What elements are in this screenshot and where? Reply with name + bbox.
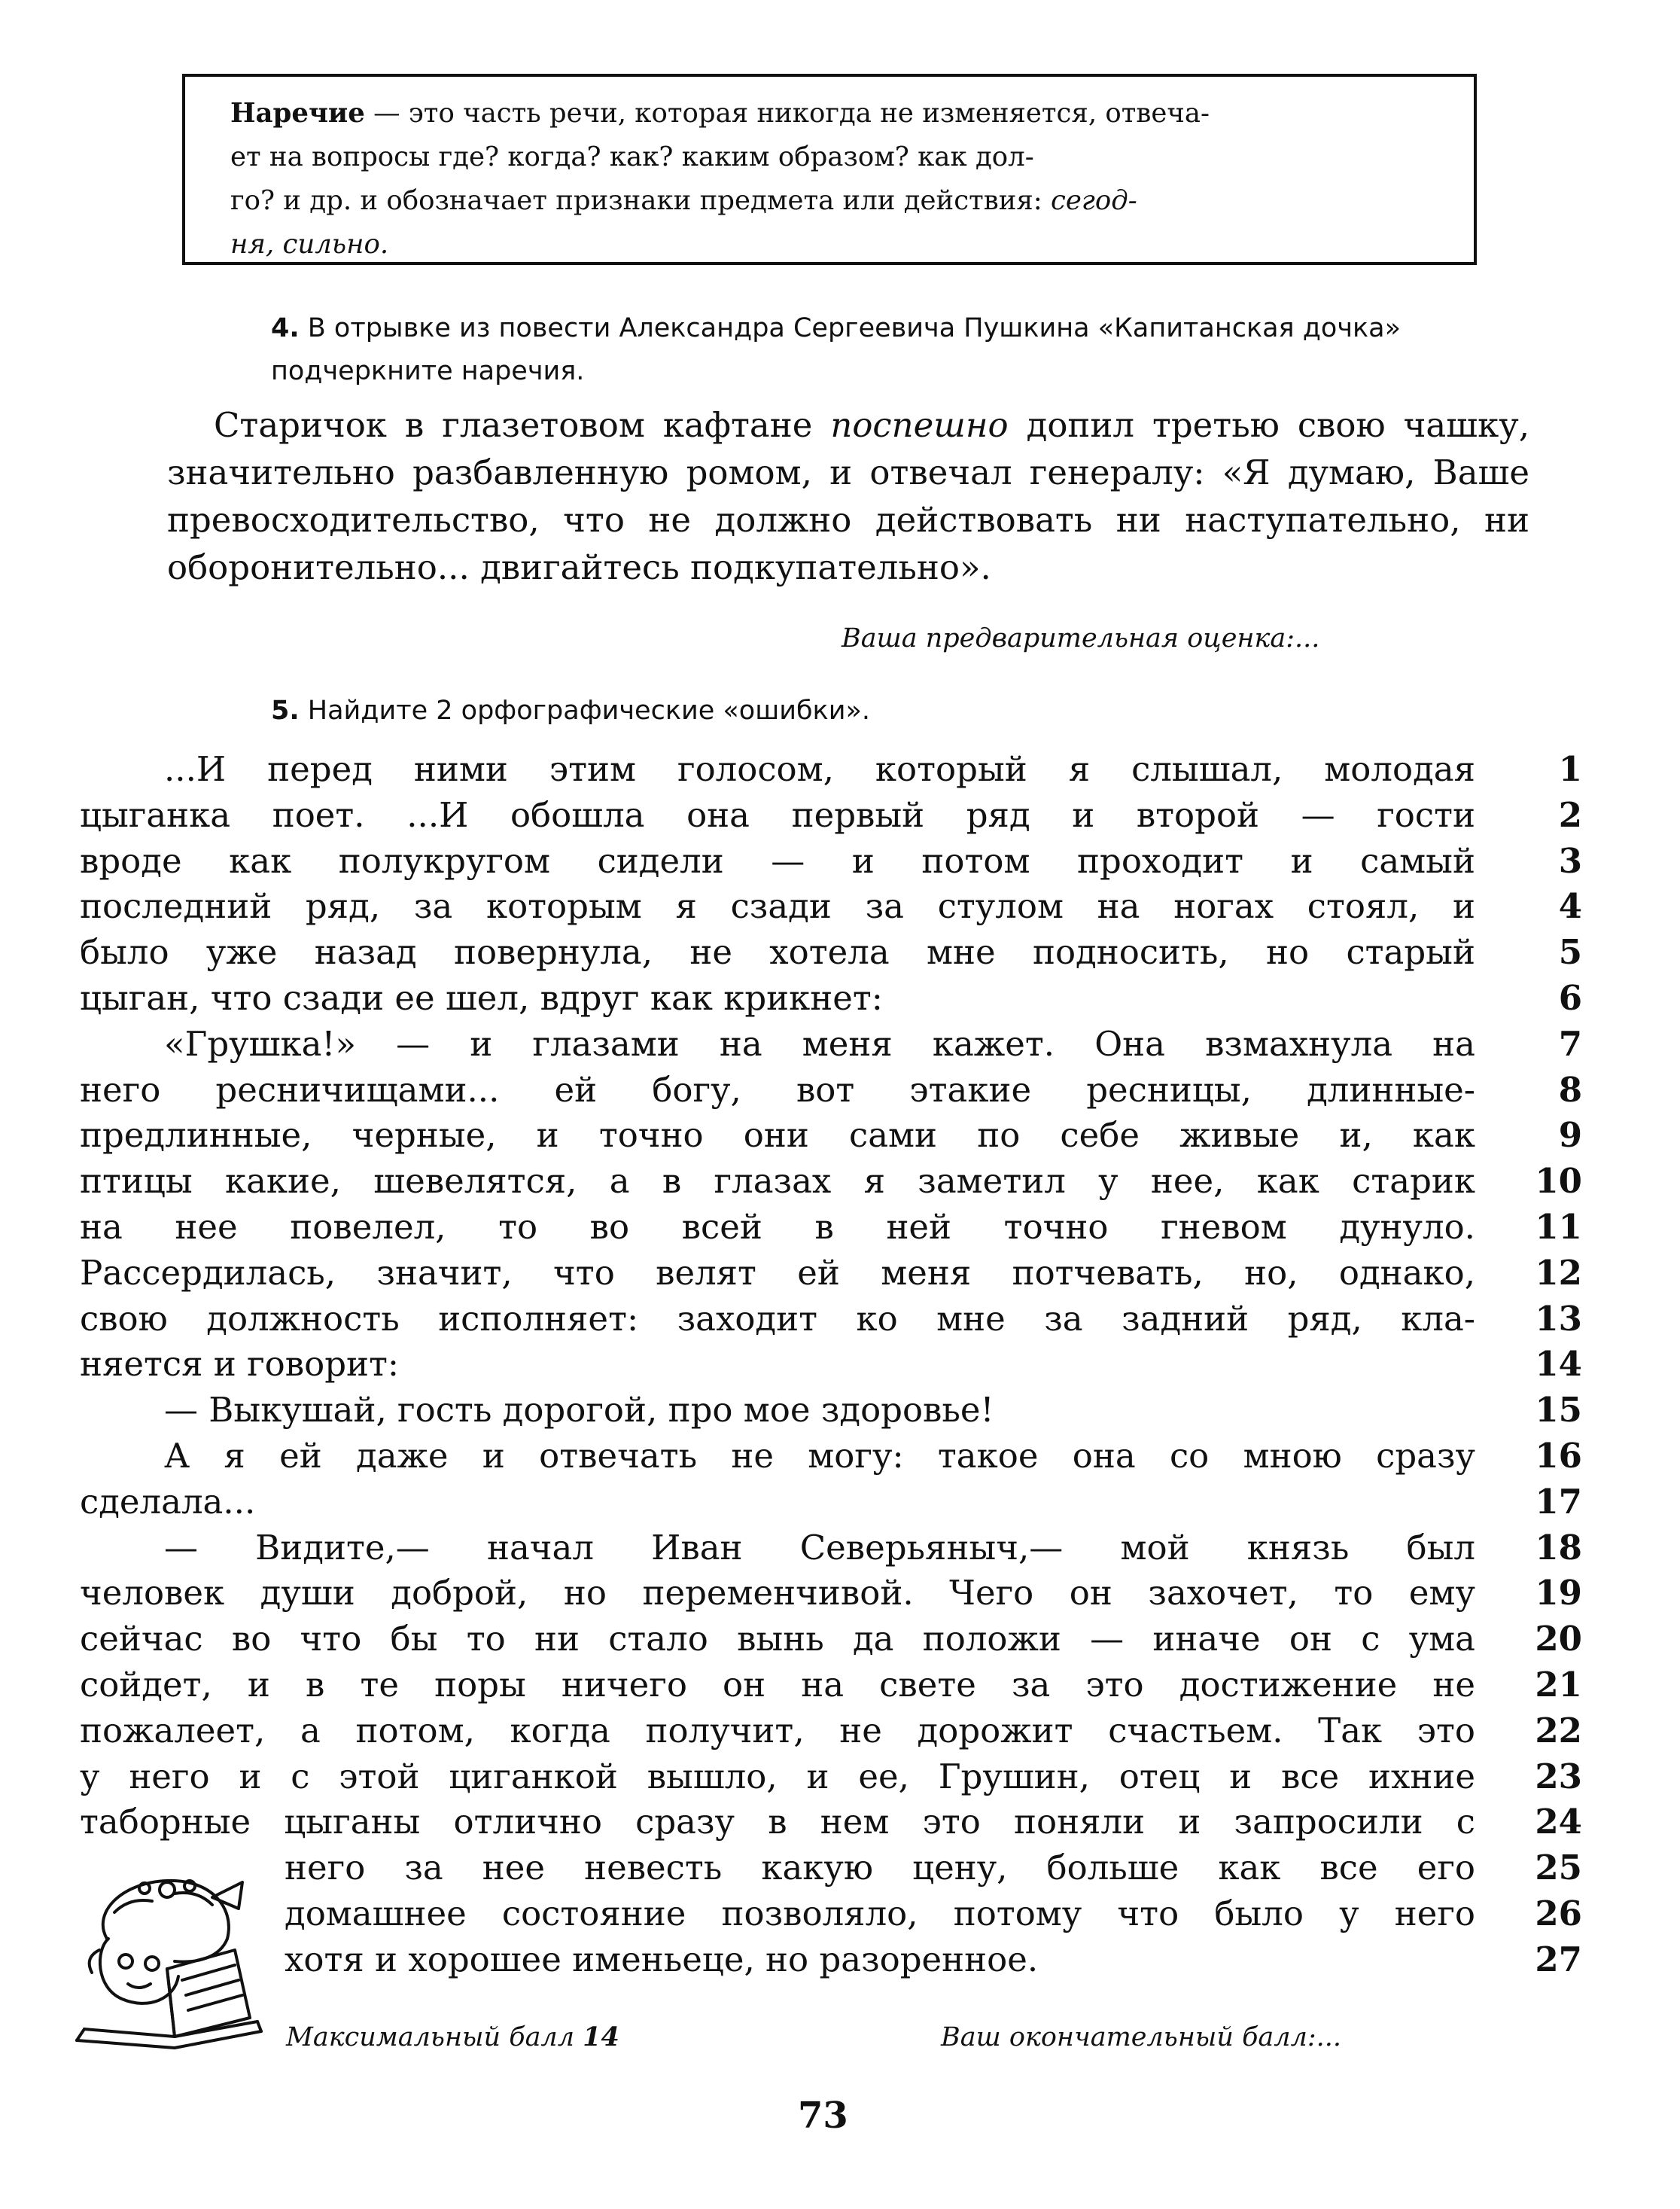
line-number: 8 [1558,1069,1582,1110]
line-number: 25 [1535,1848,1582,1888]
text-line: ...И перед ними этим голосом, который я слышал, молодая [164,749,1475,789]
page-number: 73 [798,2095,848,2137]
task-4-instruction [271,307,1490,393]
definition-box [182,74,1477,265]
line-number: 12 [1535,1252,1582,1293]
line-number: 6 [1558,978,1582,1018]
passage-start: Старичок в глазетовом кафтане [214,405,831,445]
text-line: птицы какие, шевелятся, а в глазах я заметил у нее, как старик [80,1161,1475,1202]
text-line: было уже назад повернула, не хотела мне подносить, но старый [80,932,1475,973]
text-line: вроде как полукругом сидели — и потом проходит и самый [80,840,1475,881]
definition-example-b: ня, сильно. [230,229,389,260]
text-line: него за нее невесть какую цену, больше как все его [285,1848,1475,1888]
line-number: 7 [1558,1023,1582,1064]
text-line: сойдет, и в те поры ничего он на свете за это достижение не [80,1665,1475,1705]
line-number: 15 [1535,1390,1582,1431]
text-line: сейчас во что бы то ни стало вынь да положи — иначе он с ума [80,1619,1475,1659]
line-number: 5 [1558,932,1582,973]
text-line: человек души доброй, но переменчивой. Чего он захочет, то ему [80,1573,1475,1613]
line-number: 21 [1535,1665,1582,1705]
task-5-instruction [271,690,1490,733]
max-score-label: Максимальный балл [286,2022,583,2052]
text-line: «Грушка!» — и глазами на меня кажет. Она взмахнула на [164,1023,1475,1064]
max-score-value: 14 [583,2022,619,2052]
definition-text-2: ет на вопросы где? когда? как? каким образом? как дол- [230,142,1034,172]
text-line: последний ряд, за которым я сзади за стулом на ногах стоял, и [80,886,1475,927]
child-reading-icon [62,1867,265,2055]
pushkin-passage [167,401,1529,591]
line-number: 9 [1558,1115,1582,1156]
line-number: 13 [1535,1298,1582,1339]
text-line: пожалеет, а потом, когда получит, не дорожит счастьем. Так это [80,1710,1475,1750]
line-number: 16 [1535,1436,1582,1476]
task-5-number: 5. [271,696,300,726]
line-number: 18 [1535,1527,1582,1568]
line-number: 19 [1535,1573,1582,1613]
text-line: предлинные, черные, и точно они сами по себе живые и, как [80,1115,1475,1156]
line-number: 3 [1558,840,1582,881]
line-number: 17 [1535,1481,1582,1522]
text-line: цыган, что сзади ее шел, вдруг как крикнет: [80,978,883,1018]
line-number: 27 [1535,1939,1582,1979]
task-5-text: Найдите 2 орфографические «ошибки». [299,696,870,726]
text-line: домашнее состояние позволяло, потому что было у него [285,1894,1475,1933]
text-line: хотя и хорошее именьеце, но разоренное. [285,1939,1039,1979]
final-score: Ваш окончательный балл:... [941,2022,1342,2052]
passage-rest: допил третью свою чашку, значительно разбавленную ромом, и отвечал генералу: «Я думаю, Ваше превосходительство, что не должно действовать ни наступательно, ни оборонительно... двигайтесь подкупательно». [167,405,1529,587]
text-line: таборные цыганы отлично сразу в нем это поняли и запросили с [80,1802,1475,1842]
text-line: А я ей даже и отвечать не могу: такое она со мною сразу [164,1436,1475,1476]
text-line: у него и с этой циганкой вышло, и ее, Грушин, отец и все ихние [80,1756,1475,1796]
line-number: 1 [1558,749,1582,789]
task-4-text: В отрывке из повести Александра Сергеевича Пушкина «Капитанская дочка» подчеркните наречия. [271,313,1402,386]
passage-italic-word: поспешно [830,405,1009,445]
text-line: — Выкушай, гость дорогой, про мое здоровье! [164,1390,994,1431]
text-line: на нее повелел, то во всей в ней точно гневом дунуло. [80,1207,1475,1247]
max-score [286,2021,619,2054]
text-line: сделала... [80,1481,256,1522]
line-number: 20 [1535,1619,1582,1659]
line-number: 26 [1535,1894,1582,1933]
definition-text-1: — это часть речи, которая никогда не изменяется, отвеча- [364,98,1210,129]
definition-example-a: сегод- [1051,185,1137,216]
text-line: свою должность исполняет: заходит ко мне за задний ряд, кла- [80,1298,1475,1339]
line-number: 23 [1535,1756,1582,1796]
text-line: няется и говорит: [80,1344,400,1385]
line-number: 4 [1558,886,1582,927]
text-line: него ресничищами... ей богу, вот этакие ресницы, длинные- [80,1069,1475,1110]
line-number: 2 [1558,794,1582,835]
line-number: 22 [1535,1710,1582,1750]
task-4-number: 4. [271,313,300,343]
line-number: 11 [1535,1207,1582,1247]
text-line: — Видите,— начал Иван Северьяныч,— мой князь был [164,1527,1475,1568]
preliminary-score: Ваша предварительная оценка:... [842,623,1320,654]
definition-term: Наречие [230,98,365,129]
line-number: 10 [1535,1161,1582,1202]
definition-text-3: го? и др. и обозначает признаки предмета или действия: [230,185,1052,216]
line-number: 24 [1535,1802,1582,1842]
text-line: Рассердилась, значит, что велят ей меня потчевать, но, однако, [80,1252,1475,1293]
text-line: цыганка поет. ...И обошла она первый ряд и второй — гости [80,794,1475,835]
line-number: 14 [1535,1344,1582,1385]
